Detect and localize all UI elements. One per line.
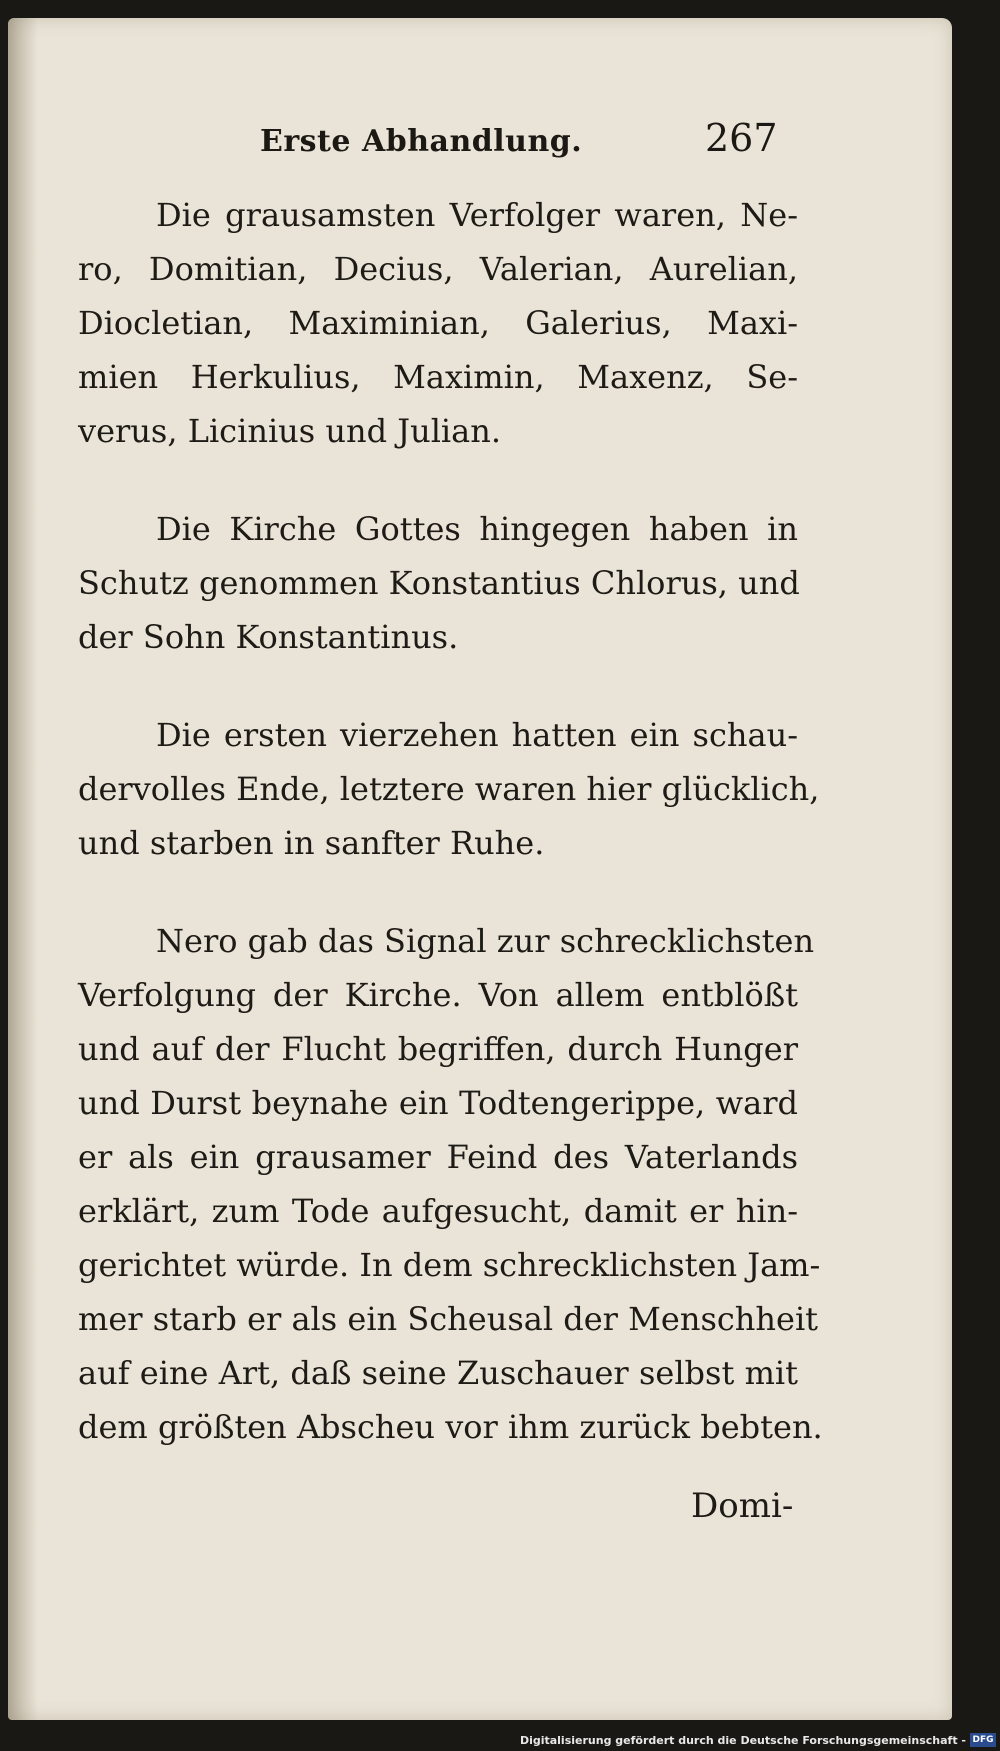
paragraph-gap (78, 664, 798, 708)
paragraph-gap (78, 870, 798, 914)
text-line: dervolles Ende, letztere waren hier glücklich, (78, 770, 820, 808)
text-line: und Durst beynahe ein Todtengerippe, ward (78, 1084, 798, 1122)
text-line: mien Herkulius, Maximin, Maxenz, Se- (78, 358, 798, 396)
gutter-shadow (8, 18, 38, 1720)
text-line: Die Kirche Gottes hingegen haben in (156, 510, 798, 548)
text-line: dem größten Abscheu vor ihm zurück bebten. (78, 1408, 823, 1446)
text-line: und starben in sanfter Ruhe. (78, 824, 545, 862)
text-line: mer starb er als ein Scheusal der Menschheit (78, 1300, 819, 1338)
text-line: der Sohn Konstantinus. (78, 618, 459, 656)
text-line: Verfolgung der Kirche. Von allem entblößt (78, 976, 798, 1014)
text-line: ro, Domitian, Decius, Valerian, Aurelian, (78, 250, 798, 288)
text-line: auf eine Art, daß seine Zuschauer selbst mit (78, 1354, 798, 1392)
page-number: 267 (705, 116, 778, 160)
text-line: und auf der Flucht begriffen, durch Hunger (78, 1030, 798, 1068)
paragraph (78, 708, 820, 870)
running-head-title: Erste Abhandlung. (260, 124, 583, 159)
text-line: er als ein grausamer Feind des Vaterlands (78, 1138, 798, 1176)
text-line: verus, Licinius und Julian. (78, 412, 502, 450)
text-line: erklärt, zum Tode aufgesucht, damit er hin- (78, 1192, 798, 1230)
text-line: Diocletian, Maximinian, Galerius, Maxi- (78, 304, 798, 342)
text-line: gerichtet würde. In dem schrecklichsten Jam- (78, 1246, 821, 1284)
paragraph (78, 502, 798, 664)
digitization-credit: Digitalisierung gefördert durch die Deutsche Forschungsgemeinschaft - (519, 1734, 966, 1747)
running-head (8, 116, 952, 166)
paper-page (8, 18, 952, 1720)
paragraph-gap (78, 458, 798, 502)
body-text (78, 188, 823, 1454)
text-line: Schutz genommen Konstantius Chlorus, und (78, 564, 800, 602)
text-line: Nero gab das Signal zur schrecklichsten (156, 922, 815, 960)
dfg-logo: DFG (970, 1733, 996, 1747)
text-line: Die grausamsten Verfolger waren, Ne- (156, 196, 798, 234)
text-line: Die ersten vierzehen hatten ein schau- (156, 716, 798, 754)
paragraph (78, 188, 798, 458)
catchword: Domi- (691, 1486, 794, 1526)
paragraph (78, 914, 823, 1454)
